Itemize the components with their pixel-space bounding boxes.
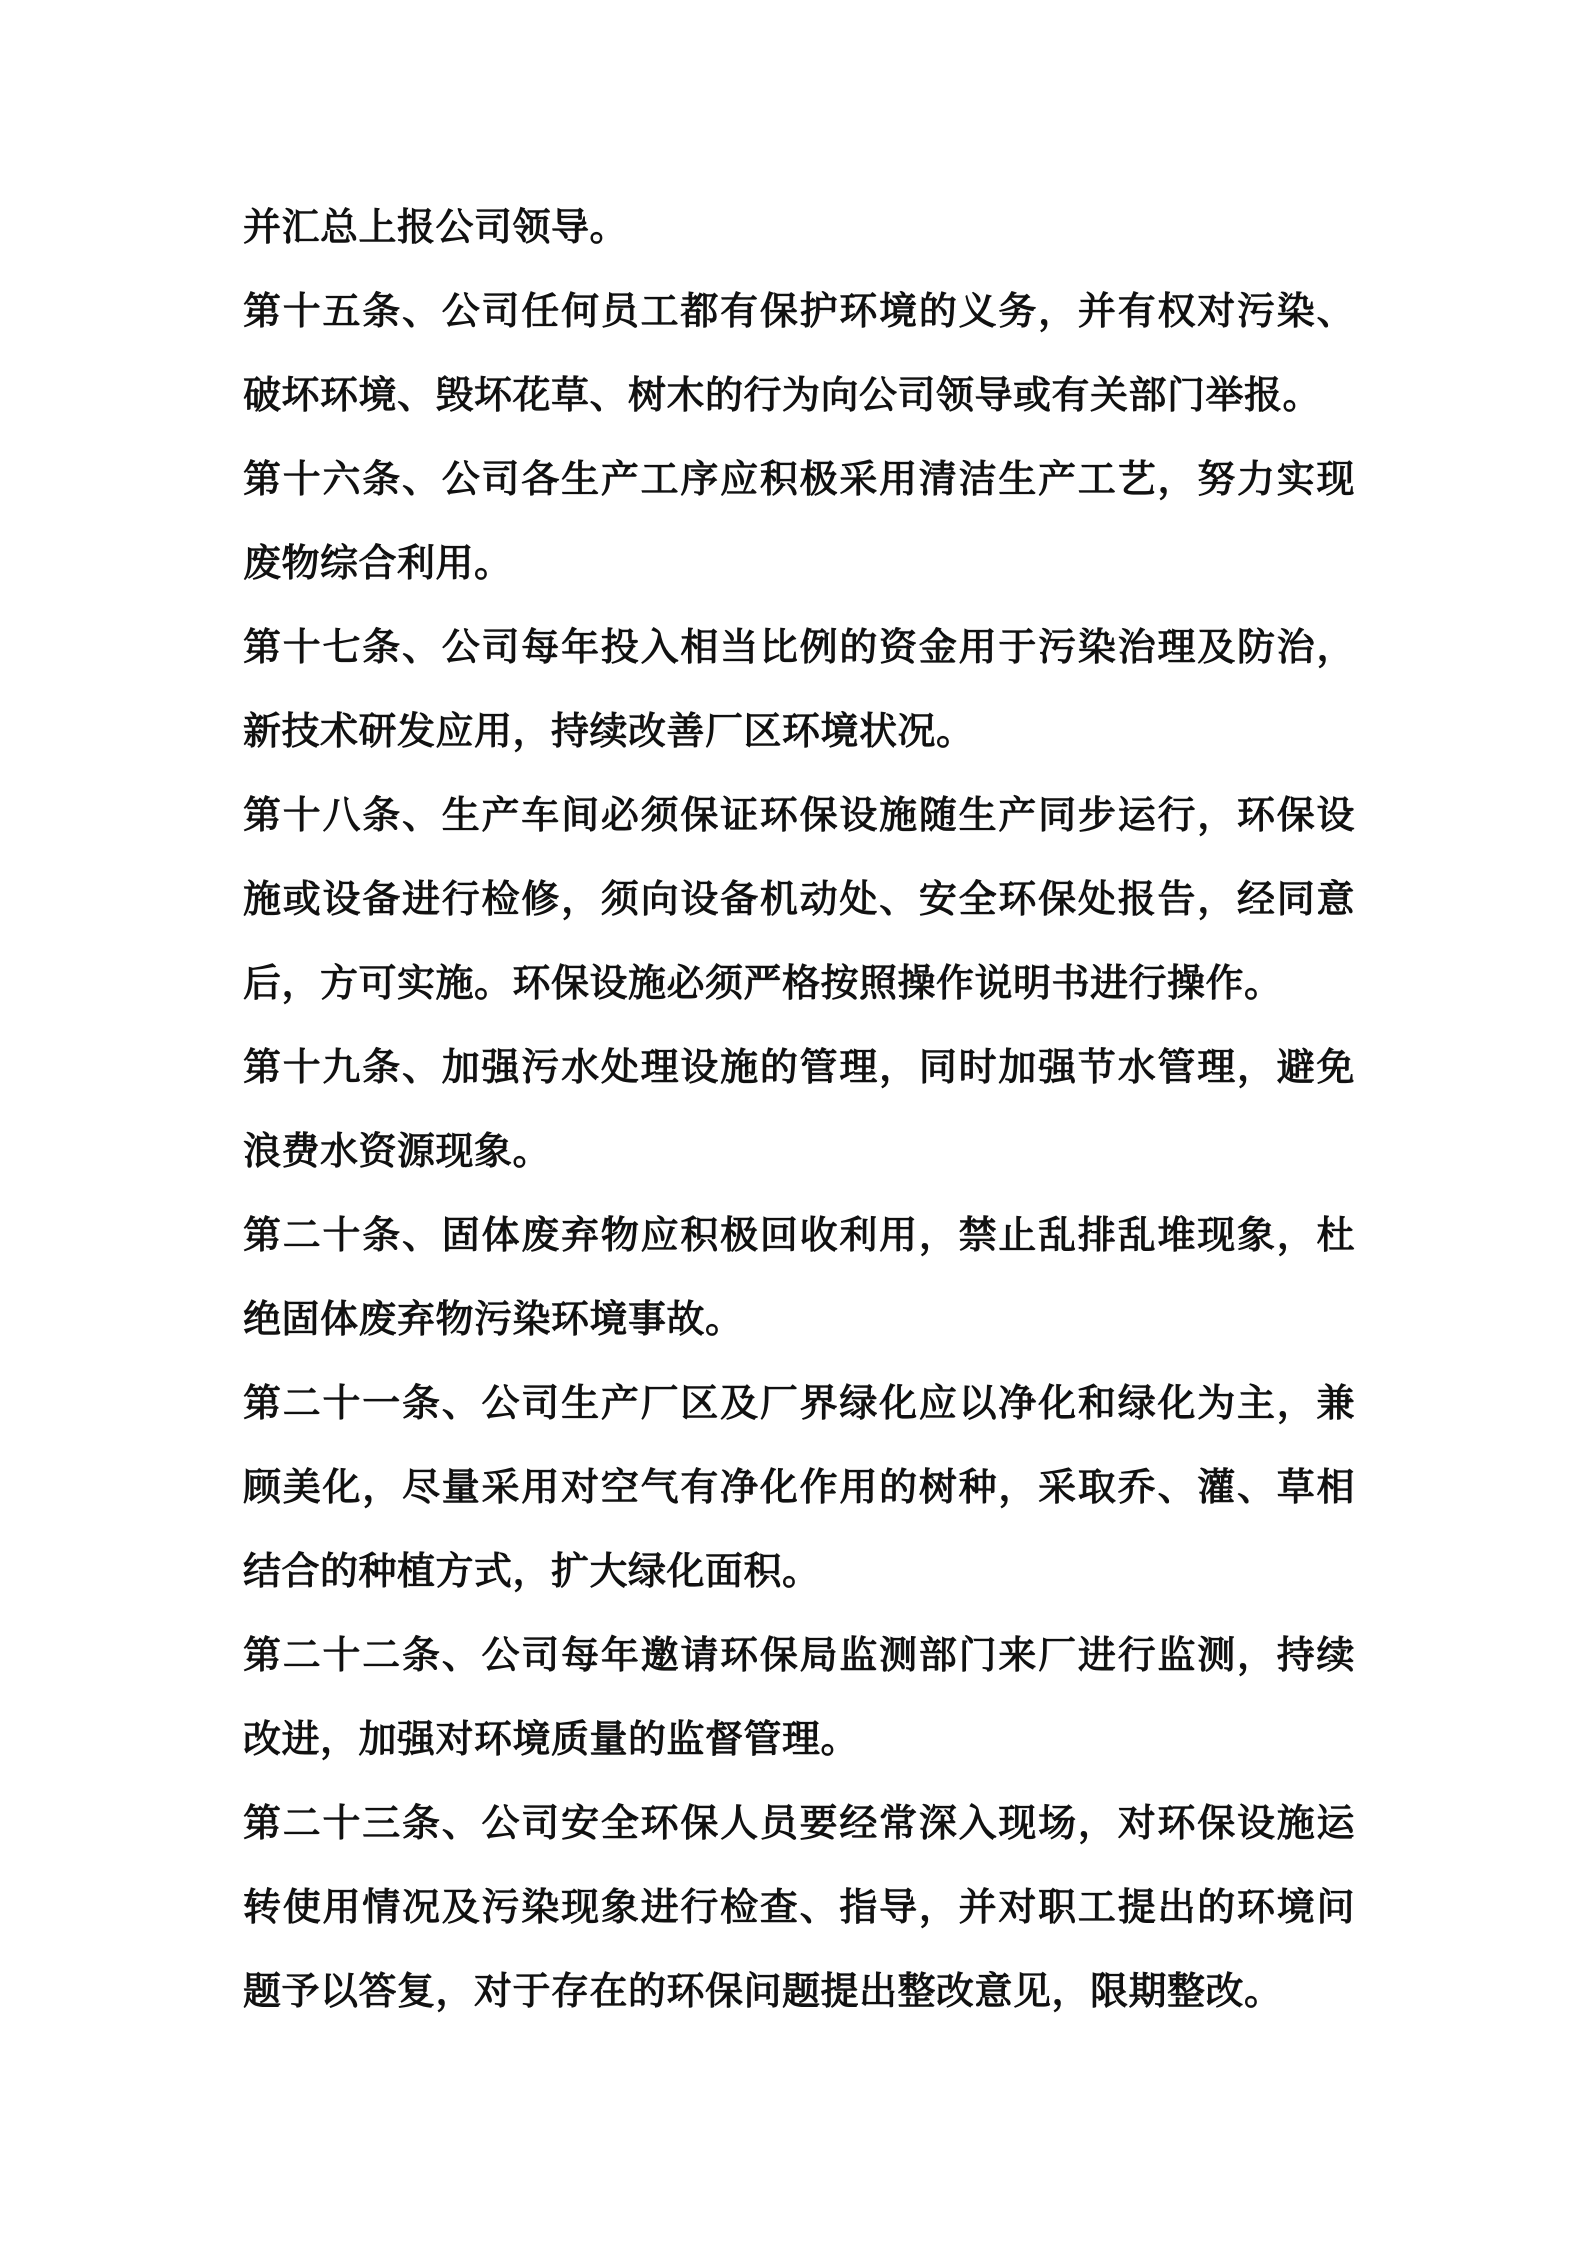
- paragraph-article-22: 第二十二条、公司每年邀请环保局监测部门来厂进行监测，持续改进，加强对环境质量的监督管理。: [243, 1633, 1355, 1761]
- paragraph-article-19: 第十九条、加强污水处理设施的管理，同时加强节水管理，避免浪费水资源现象。: [243, 1045, 1355, 1173]
- paragraph-article-20: 第二十条、固体废弃物应积极回收利用，禁止乱排乱堆现象，杜绝固体废弃物污染环境事故。: [243, 1213, 1355, 1341]
- paragraph-article-17: 第十七条、公司每年投入相当比例的资金用于污染治理及防治，新技术研发应用，持续改善厂区环境状况。: [243, 625, 1355, 753]
- paragraph-continuation: 并汇总上报公司领导。: [243, 205, 629, 249]
- paragraph-article-15: 第十五条、公司任何员工都有保护环境的义务，并有权对污染、破坏环境、毁坏花草、树木的行为向公司领导或有关部门举报。: [243, 289, 1355, 417]
- paragraph-article-16: 第十六条、公司各生产工序应积极采用清洁生产工艺，努力实现废物综合利用。: [243, 457, 1355, 585]
- document-body: [243, 185, 1355, 2033]
- paragraph-article-23: 第二十三条、公司安全环保人员要经常深入现场，对环保设施运转使用情况及污染现象进行检查、指导，并对职工提出的环境问题予以答复，对于存在的环保问题提出整改意见，限期整改。: [243, 1801, 1355, 2013]
- paragraph-article-18: 第十八条、生产车间必须保证环保设施随生产同步运行，环保设施或设备进行检修，须向设备机动处、安全环保处报告，经同意后，方可实施。环保设施必须严格按照操作说明书进行操作。: [243, 793, 1355, 1005]
- paragraph-article-21: 第二十一条、公司生产厂区及厂界绿化应以净化和绿化为主，兼顾美化，尽量采用对空气有净化作用的树种，采取乔、灌、草相结合的种植方式，扩大绿化面积。: [243, 1381, 1355, 1593]
